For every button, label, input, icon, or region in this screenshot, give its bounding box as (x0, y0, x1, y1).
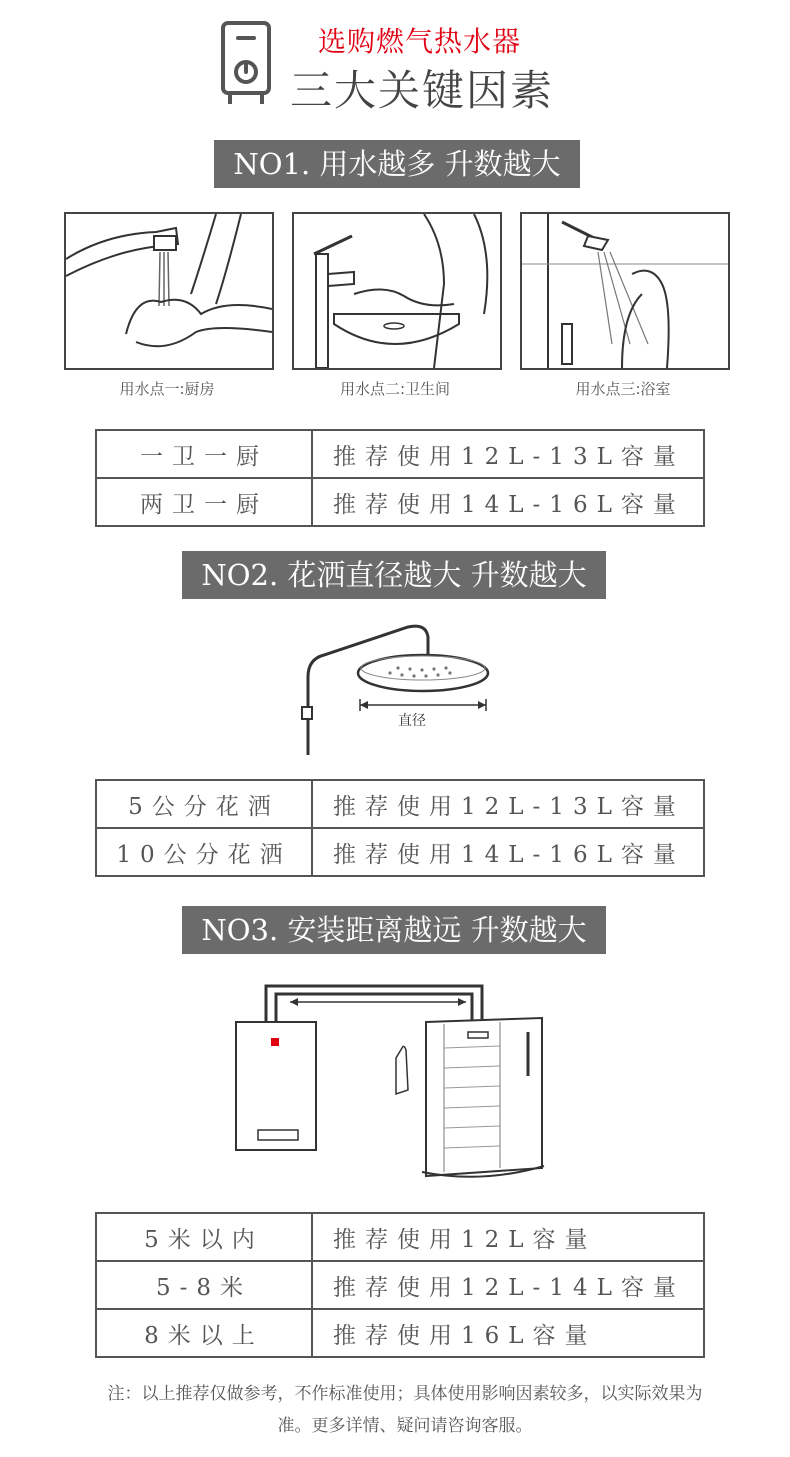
scene-caption-1: 用水点一:厨房 (119, 380, 215, 398)
section3-banner: NO3. 安装距离越远 升数越大 (182, 906, 606, 954)
condition-cell: 一卫一厨 (96, 430, 312, 478)
bathroom-illustration (292, 212, 502, 370)
kitchen-illustration (64, 212, 274, 370)
condition-cell: 10公分花洒 (96, 828, 312, 876)
section1-table (95, 429, 705, 527)
installation-distance-diagram (232, 978, 548, 1180)
recommend-cell: 推荐使用12L-14L容量 (312, 1261, 704, 1309)
table-row (96, 430, 704, 478)
water-heater-icon (220, 20, 272, 106)
table-row (96, 1261, 704, 1309)
table-row (96, 478, 704, 526)
table-row (96, 828, 704, 876)
shower-icon (522, 214, 728, 368)
condition-cell: 8米以上 (96, 1309, 312, 1357)
condition-cell: 5米以内 (96, 1213, 312, 1261)
scene-caption-2: 用水点二:卫生间 (339, 380, 451, 398)
page-title: 三大关键因素 (290, 66, 555, 115)
condition-cell: 两卫一厨 (96, 478, 312, 526)
header-subtitle: 选购燃气热水器 (318, 25, 522, 58)
recommend-cell: 推荐使用12L-13L容量 (312, 430, 704, 478)
showerhead-diagram (290, 615, 500, 760)
condition-cell: 5-8米 (96, 1261, 312, 1309)
diameter-label: 直径 (398, 713, 426, 729)
kitchen-faucet-icon (66, 214, 272, 368)
table-row (96, 1213, 704, 1261)
section2-table (95, 779, 705, 877)
recommend-cell: 推荐使用14L-16L容量 (312, 478, 704, 526)
heater-logo-icon (271, 1038, 279, 1046)
recommend-cell: 推荐使用14L-16L容量 (312, 828, 704, 876)
section3-table (95, 1212, 705, 1358)
condition-cell: 5公分花洒 (96, 780, 312, 828)
section2-banner: NO2. 花洒直径越大 升数越大 (182, 551, 606, 599)
section1-banner: NO1. 用水越多 升数越大 (214, 140, 580, 188)
recommend-cell: 推荐使用12L容量 (312, 1213, 704, 1261)
table-row (96, 780, 704, 828)
footnote: 注：以上推荐仅做参考，不作标准使用；具体使用影响因素较多，以实际效果为准。更多详情、疑问请咨询客服。 (107, 1384, 703, 1436)
recommend-cell: 推荐使用12L-13L容量 (312, 780, 704, 828)
recommend-cell: 推荐使用16L容量 (312, 1309, 704, 1357)
scene-caption-3: 用水点三:浴室 (575, 380, 671, 398)
table-row (96, 1309, 704, 1357)
shower-illustration (520, 212, 730, 370)
bathroom-sink-icon (294, 214, 500, 368)
